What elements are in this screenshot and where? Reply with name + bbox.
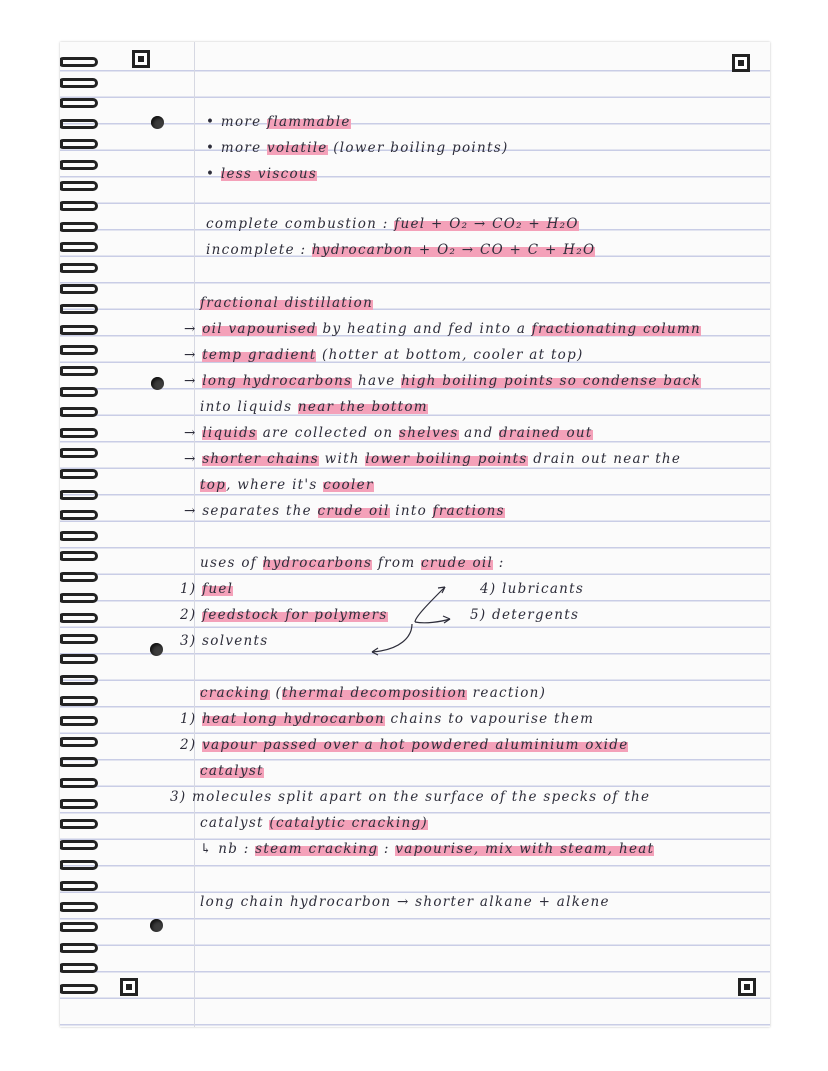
note-text: 4) lubricants [480, 581, 585, 597]
highlighted-text: liquids [202, 425, 258, 441]
note-text: chains to vapourise them [384, 711, 595, 727]
highlighted-text: hydrocarbons [262, 555, 373, 571]
note-line [200, 685, 546, 701]
note-text: → [184, 425, 203, 441]
note-line [480, 581, 584, 597]
note-text: 2) [180, 607, 203, 623]
notebook-page [60, 42, 770, 1027]
highlighted-text: feedstock for polymers [202, 607, 388, 623]
highlighted-text: steam cracking [255, 841, 379, 857]
spiral-coil [60, 860, 98, 870]
note-line [200, 477, 374, 493]
punch-hole-icon [150, 643, 163, 656]
note-line [206, 216, 579, 232]
note-line [200, 555, 505, 571]
note-line [180, 711, 594, 727]
spiral-coil [60, 902, 98, 912]
highlighted-text: heat long hydrocarbon [202, 711, 385, 727]
note-line [206, 114, 351, 130]
note-line [180, 607, 388, 623]
note-line [170, 789, 650, 805]
spiral-coil [60, 799, 98, 809]
note-text: have [352, 373, 402, 389]
note-text: incomplete : [206, 242, 312, 258]
spiral-coil [60, 613, 98, 623]
corner-marker-icon [738, 978, 756, 996]
spiral-coil [60, 716, 98, 726]
note-line [200, 399, 428, 415]
note-line [200, 295, 373, 311]
highlighted-text: hydrocarbon + O₂ → CO + C + H₂O [311, 242, 596, 258]
note-text: 3) molecules split apart on the surface of the specks of the [170, 789, 651, 805]
spiral-coil [60, 366, 98, 376]
spiral-coil [60, 654, 98, 664]
spiral-coil [60, 325, 98, 335]
note-line [200, 763, 264, 779]
note-text: • more [206, 140, 268, 156]
highlighted-text: fuel [202, 581, 234, 597]
highlighted-text: high boiling points so condense back [401, 373, 702, 389]
note-text: with [319, 451, 366, 467]
note-text: → separates the [184, 503, 318, 519]
highlighted-text: fuel + O₂ → CO₂ + H₂O [394, 216, 579, 232]
note-text: complete combustion : [206, 216, 395, 232]
spiral-coil [60, 469, 98, 479]
spiral-coil [60, 119, 98, 129]
punch-hole-icon [151, 377, 164, 390]
highlighted-text: vapourise, mix with steam, heat [395, 841, 655, 857]
note-text: uses of [200, 555, 263, 571]
note-line [184, 321, 701, 337]
spiral-coil [60, 304, 98, 314]
note-text: 3) solvents [180, 633, 269, 649]
spiral-coil [60, 98, 98, 108]
note-text: , where it's [226, 477, 324, 493]
note-line [206, 166, 317, 182]
highlighted-text: oil vapourised [202, 321, 317, 337]
spiral-coil [60, 428, 98, 438]
note-line [200, 815, 428, 831]
spiral-coil [60, 696, 98, 706]
note-text: are collected on [257, 425, 399, 441]
note-text: • [206, 166, 221, 182]
note-text: 5) detergents [470, 607, 580, 623]
note-text: by heating and fed into a [316, 321, 532, 337]
corner-marker-icon [132, 50, 150, 68]
note-line [180, 581, 233, 597]
spiral-coil [60, 263, 98, 273]
highlighted-text: catalyst [200, 763, 264, 779]
note-text: and [458, 425, 500, 441]
spiral-coil [60, 284, 98, 294]
corner-marker-icon [732, 54, 750, 72]
spiral-coil [60, 160, 98, 170]
spiral-coil [60, 551, 98, 561]
spiral-coil [60, 531, 98, 541]
highlighted-text: volatile [267, 140, 328, 156]
highlighted-text: top [200, 477, 227, 493]
note-line [180, 633, 268, 649]
highlighted-text: shorter chains [202, 451, 320, 467]
note-line [206, 242, 595, 258]
note-text: → [184, 451, 203, 467]
spiral-coil [60, 345, 98, 355]
spiral-coil [60, 242, 98, 252]
spiral-coil [60, 181, 98, 191]
highlighted-text: fractions [432, 503, 505, 519]
note-text: (lower boiling points) [327, 140, 509, 156]
spiral-coil [60, 943, 98, 953]
spiral-coil [60, 57, 98, 67]
spiral-coil [60, 778, 98, 788]
spiral-coil [60, 139, 98, 149]
note-line [184, 425, 593, 441]
note-line [470, 607, 579, 623]
spiral-coil [60, 572, 98, 582]
highlighted-text: shelves [398, 425, 459, 441]
note-line [184, 373, 701, 389]
spiral-coil [60, 407, 98, 417]
note-text: catalyst [200, 815, 270, 831]
note-text: 1) [180, 711, 203, 727]
spiral-coil [60, 448, 98, 458]
spiral-coil [60, 387, 98, 397]
punch-hole-icon [151, 116, 164, 129]
spiral-coil [60, 881, 98, 891]
spiral-coil [60, 984, 98, 994]
highlighted-text: fractional distillation [200, 295, 374, 311]
note-text: → [184, 373, 203, 389]
corner-marker-icon [120, 978, 138, 996]
note-text: ( [269, 685, 283, 701]
note-text: long chain hydrocarbon → shorter alkane + alkene [200, 894, 610, 910]
spiral-coil [60, 675, 98, 685]
highlighted-text: lower boiling points [365, 451, 528, 467]
note-line [184, 347, 584, 363]
note-line [200, 894, 610, 910]
highlighted-text: vapour passed over a hot powdered aluminium oxide [202, 737, 629, 753]
highlighted-text: drained out [499, 425, 593, 441]
highlighted-text: thermal decomposition [282, 685, 468, 701]
spiral-coil [60, 963, 98, 973]
punch-hole-icon [150, 919, 163, 932]
spiral-coil [60, 757, 98, 767]
highlighted-text: near the bottom [297, 399, 428, 415]
note-text: reaction) [467, 685, 547, 701]
note-line [184, 451, 681, 467]
note-text: ↳ nb : [200, 841, 256, 857]
note-text: 2) [180, 737, 203, 753]
note-text: : [378, 841, 396, 857]
note-line [206, 140, 509, 156]
highlighted-text: flammable [267, 114, 351, 130]
note-text: 1) [180, 581, 203, 597]
note-line [184, 503, 505, 519]
note-text: drain out near the [527, 451, 682, 467]
highlighted-text: crude oil [317, 503, 390, 519]
highlighted-text: long hydrocarbons [202, 373, 353, 389]
note-text: into [389, 503, 433, 519]
highlighted-text: cooler [323, 477, 374, 493]
highlighted-text: cracking [200, 685, 270, 701]
note-text: • more [206, 114, 268, 130]
margin-line [194, 42, 195, 1027]
note-text: (hotter at bottom, cooler at top) [316, 347, 584, 363]
note-text: → [184, 347, 203, 363]
spiral-coil [60, 222, 98, 232]
spiral-coil [60, 78, 98, 88]
link-arrows-icon [60, 42, 770, 1027]
spiral-coil [60, 922, 98, 932]
note-text: : [493, 555, 505, 571]
note-text: → [184, 321, 203, 337]
spiral-coil [60, 634, 98, 644]
note-text: from [372, 555, 422, 571]
spiral-coil [60, 840, 98, 850]
spiral-coil [60, 201, 98, 211]
spiral-coil [60, 737, 98, 747]
note-text: into liquids [200, 399, 298, 415]
highlighted-text: crude oil [421, 555, 494, 571]
highlighted-text: (catalytic cracking) [269, 815, 428, 831]
spiral-binding-icon [60, 57, 106, 1007]
highlighted-text: temp gradient [202, 347, 317, 363]
highlighted-text: fractionating column [531, 321, 702, 337]
note-line [200, 841, 654, 857]
note-line [180, 737, 628, 753]
spiral-coil [60, 490, 98, 500]
spiral-coil [60, 510, 98, 520]
spiral-coil [60, 819, 98, 829]
spiral-coil [60, 593, 98, 603]
highlighted-text: less viscous [220, 166, 318, 182]
